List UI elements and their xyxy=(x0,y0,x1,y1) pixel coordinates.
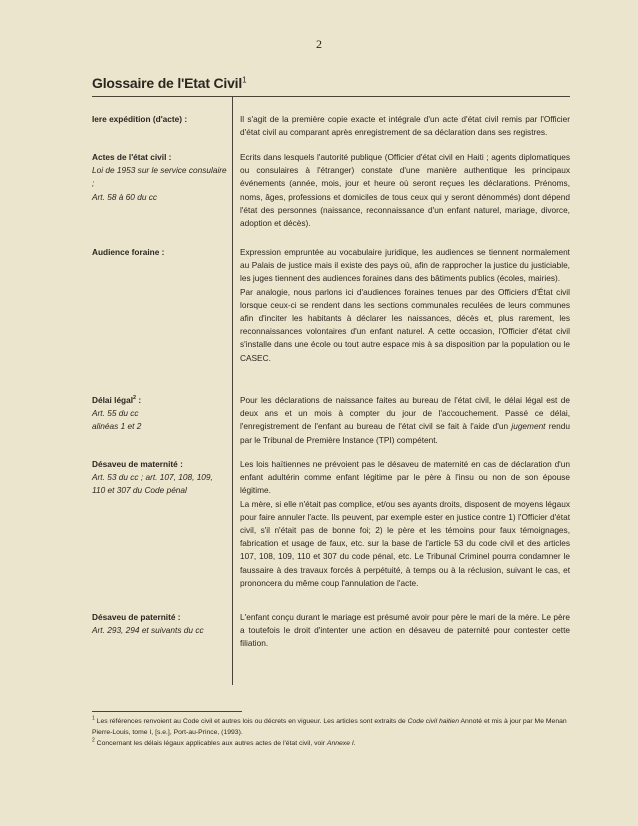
footnote xyxy=(92,716,572,738)
footnote-text: Annoté et mis à jour par Me Menan Pierre-Louis, tome I, [s.e.], Port-au-Prince, (1993). xyxy=(92,718,567,736)
glossary-entry xyxy=(92,611,570,651)
entry-term-cell xyxy=(92,458,234,611)
entry-definition xyxy=(240,246,570,394)
footnote-emphasis: Code civil haitien xyxy=(407,718,459,725)
term-suffix: : xyxy=(136,395,142,405)
glossary-entry xyxy=(92,458,570,611)
definition-paragraph: Ecrits dans lesquels l'autorité publique (Officier d'état civil en Haiti ; agents diplomatiques ou consulaires à l'étranger) constate d'une manière authentique les principaux événements (année, mois, jour et heure où seront reçues les déclarations. Prénoms, noms, âges, professions et domiciles de tous ceux qui y seront dénommés) dont dépend l'état des personnes (naissance, reconnaissance d'un enfant naturel, mariage, divorce, adoption et décès). xyxy=(240,152,570,229)
footnote-rule xyxy=(92,711,242,712)
footnote-mark: 1 xyxy=(92,715,95,722)
term-name: Actes de l'état civil : xyxy=(92,152,172,162)
footnotes xyxy=(92,716,572,749)
term-reference: Loi de 1953 sur le service consulaire ; xyxy=(92,165,227,189)
title-text: Glossaire de l'Etat Civil xyxy=(92,75,243,91)
term-footnote-mark: 2 xyxy=(133,395,137,402)
entry-term-cell xyxy=(92,151,234,246)
glossary-entry xyxy=(92,246,570,394)
definition-paragraph: Les lois haïtiennes ne prévoient pas le désaveu de maternité en cas de déclaration d'un enfant adultérin comme enfant légitime par le père à l'insu ou non de son épouse légitime. xyxy=(240,459,570,496)
footnote-emphasis: Annexe I. xyxy=(326,740,356,747)
entry-definition xyxy=(240,151,570,246)
definition-paragraph: Expression empruntée au vocabulaire juridique, les audiences se tiennent normalement au Palais de justice mais il existe des pays où, afin de rapprocher la justice du justiciable, les juges tiennent des audiences foraines dans des bâtiments publics (écoles, mairies). xyxy=(240,247,570,284)
definition-paragraph: Il s'agit de la première copie exacte et intégrale d'un acte d'état civil remis par l'Officier d'état civil au comparant après enregistrement de sa déclaration dans ses registres. xyxy=(240,114,570,138)
term-reference: Art. 55 du cc xyxy=(92,408,139,419)
footnote xyxy=(92,738,572,749)
definition-paragraph: La mère, si elle n'était pas complice, et/ou ses ayants droits, disposent de moyens légaux pour faire annuler l'acte. Ils peuvent, par exemple ester en justice contre 1) l'Officier d'état civil, s'il n'était pas de bonne foi; 2) le père et les témoins pour faux témoignages, fabrication et usage de faux, etc. sur la base de l'article 53 du code civil et des articles 107, 108, 109, 110 et 307 du code pénal, etc. Le Tribunal Criminel pourra condamner le faussaire à des travaux forcés à perpétuité, à temps ou à la réclusion, suivant le cas, et prononcera du même coup l'annulation de l'acte. xyxy=(240,498,570,588)
definition-paragraph xyxy=(240,394,570,447)
glossary-entry xyxy=(92,394,570,458)
page-number: 2 xyxy=(316,37,322,51)
term-name: Désaveu de paternité : xyxy=(92,612,181,622)
definition-text: Pour les déclarations de naissance faites au bureau de l'état civil, le délai légal est de deux ans et un mois à compter du jour de l'accouchement. Passé ce délai, l'enregistrement de l'enfant au bureau de l'état civil se fait à l'aide d'un xyxy=(240,395,570,432)
entry-definition xyxy=(240,611,570,651)
term-name: Iere expédition (d'acte) : xyxy=(92,114,188,124)
footnote-text: Concernant les délais légaux applicables aux autres actes de l'état civil, voir xyxy=(94,740,327,747)
term-text: Délai légal xyxy=(92,395,134,405)
entry-term-cell xyxy=(92,394,234,458)
term-name: Désaveu de maternité : xyxy=(92,459,183,469)
term-name: Audience foraine : xyxy=(92,247,165,257)
footnote-text: Les références renvoient au Code civil et autres lois ou décrets en vigueur. Les articles sont extraits de xyxy=(94,718,408,725)
term-reference: alinéas 1 et 2 xyxy=(92,421,142,432)
entry-term-cell xyxy=(92,246,234,394)
definition-paragraph: L'enfant conçu durant le mariage est présumé avoir pour père le mari de la mère. Le père a toutefois le droit d'intenter une action en désaveu de paternité pour contester cette filiation. xyxy=(240,612,570,649)
definition-emphasis: jugement xyxy=(511,421,546,432)
entry-definition xyxy=(240,458,570,611)
term-name xyxy=(92,394,228,407)
entry-definition xyxy=(240,394,570,458)
glossary-table xyxy=(92,113,570,651)
term-reference: Art. 53 du cc ; art. 107, 108, 109, 110 et 307 du Code pénal xyxy=(92,472,213,496)
title-footnote-mark: 1 xyxy=(242,75,247,85)
entry-definition xyxy=(240,113,570,151)
entry-term-cell xyxy=(92,611,234,651)
term-reference: Art. 293, 294 et suivants du cc xyxy=(92,625,204,636)
glossary-entry xyxy=(92,151,570,246)
term-reference: Art. 58 à 60 du cc xyxy=(92,191,158,202)
definition-paragraph: Par analogie, nous parlons ici d'audiences foraines tenues par des Officiers d'État civil lorsque ceux-ci se rendent dans les sections communales reculées de leurs communes afin d'inciter les habitants à déclarer les naissances, décès et, plus rarement, les reconnaissances volontaires d'un enfant naturel. A cette occasion, l'Officier d'état civil s'installe dans une école ou tout autre espace mis à sa disposition par la population ou le CASEC. xyxy=(240,286,570,363)
footnote-mark: 2 xyxy=(92,737,95,744)
glossary-entry xyxy=(92,113,570,151)
entry-term-cell xyxy=(92,113,234,151)
title-rule xyxy=(92,96,570,97)
page-title xyxy=(92,75,246,91)
definition-text: rendu par le Tribunal de Première Instance (TPI) compétent. xyxy=(240,421,570,445)
